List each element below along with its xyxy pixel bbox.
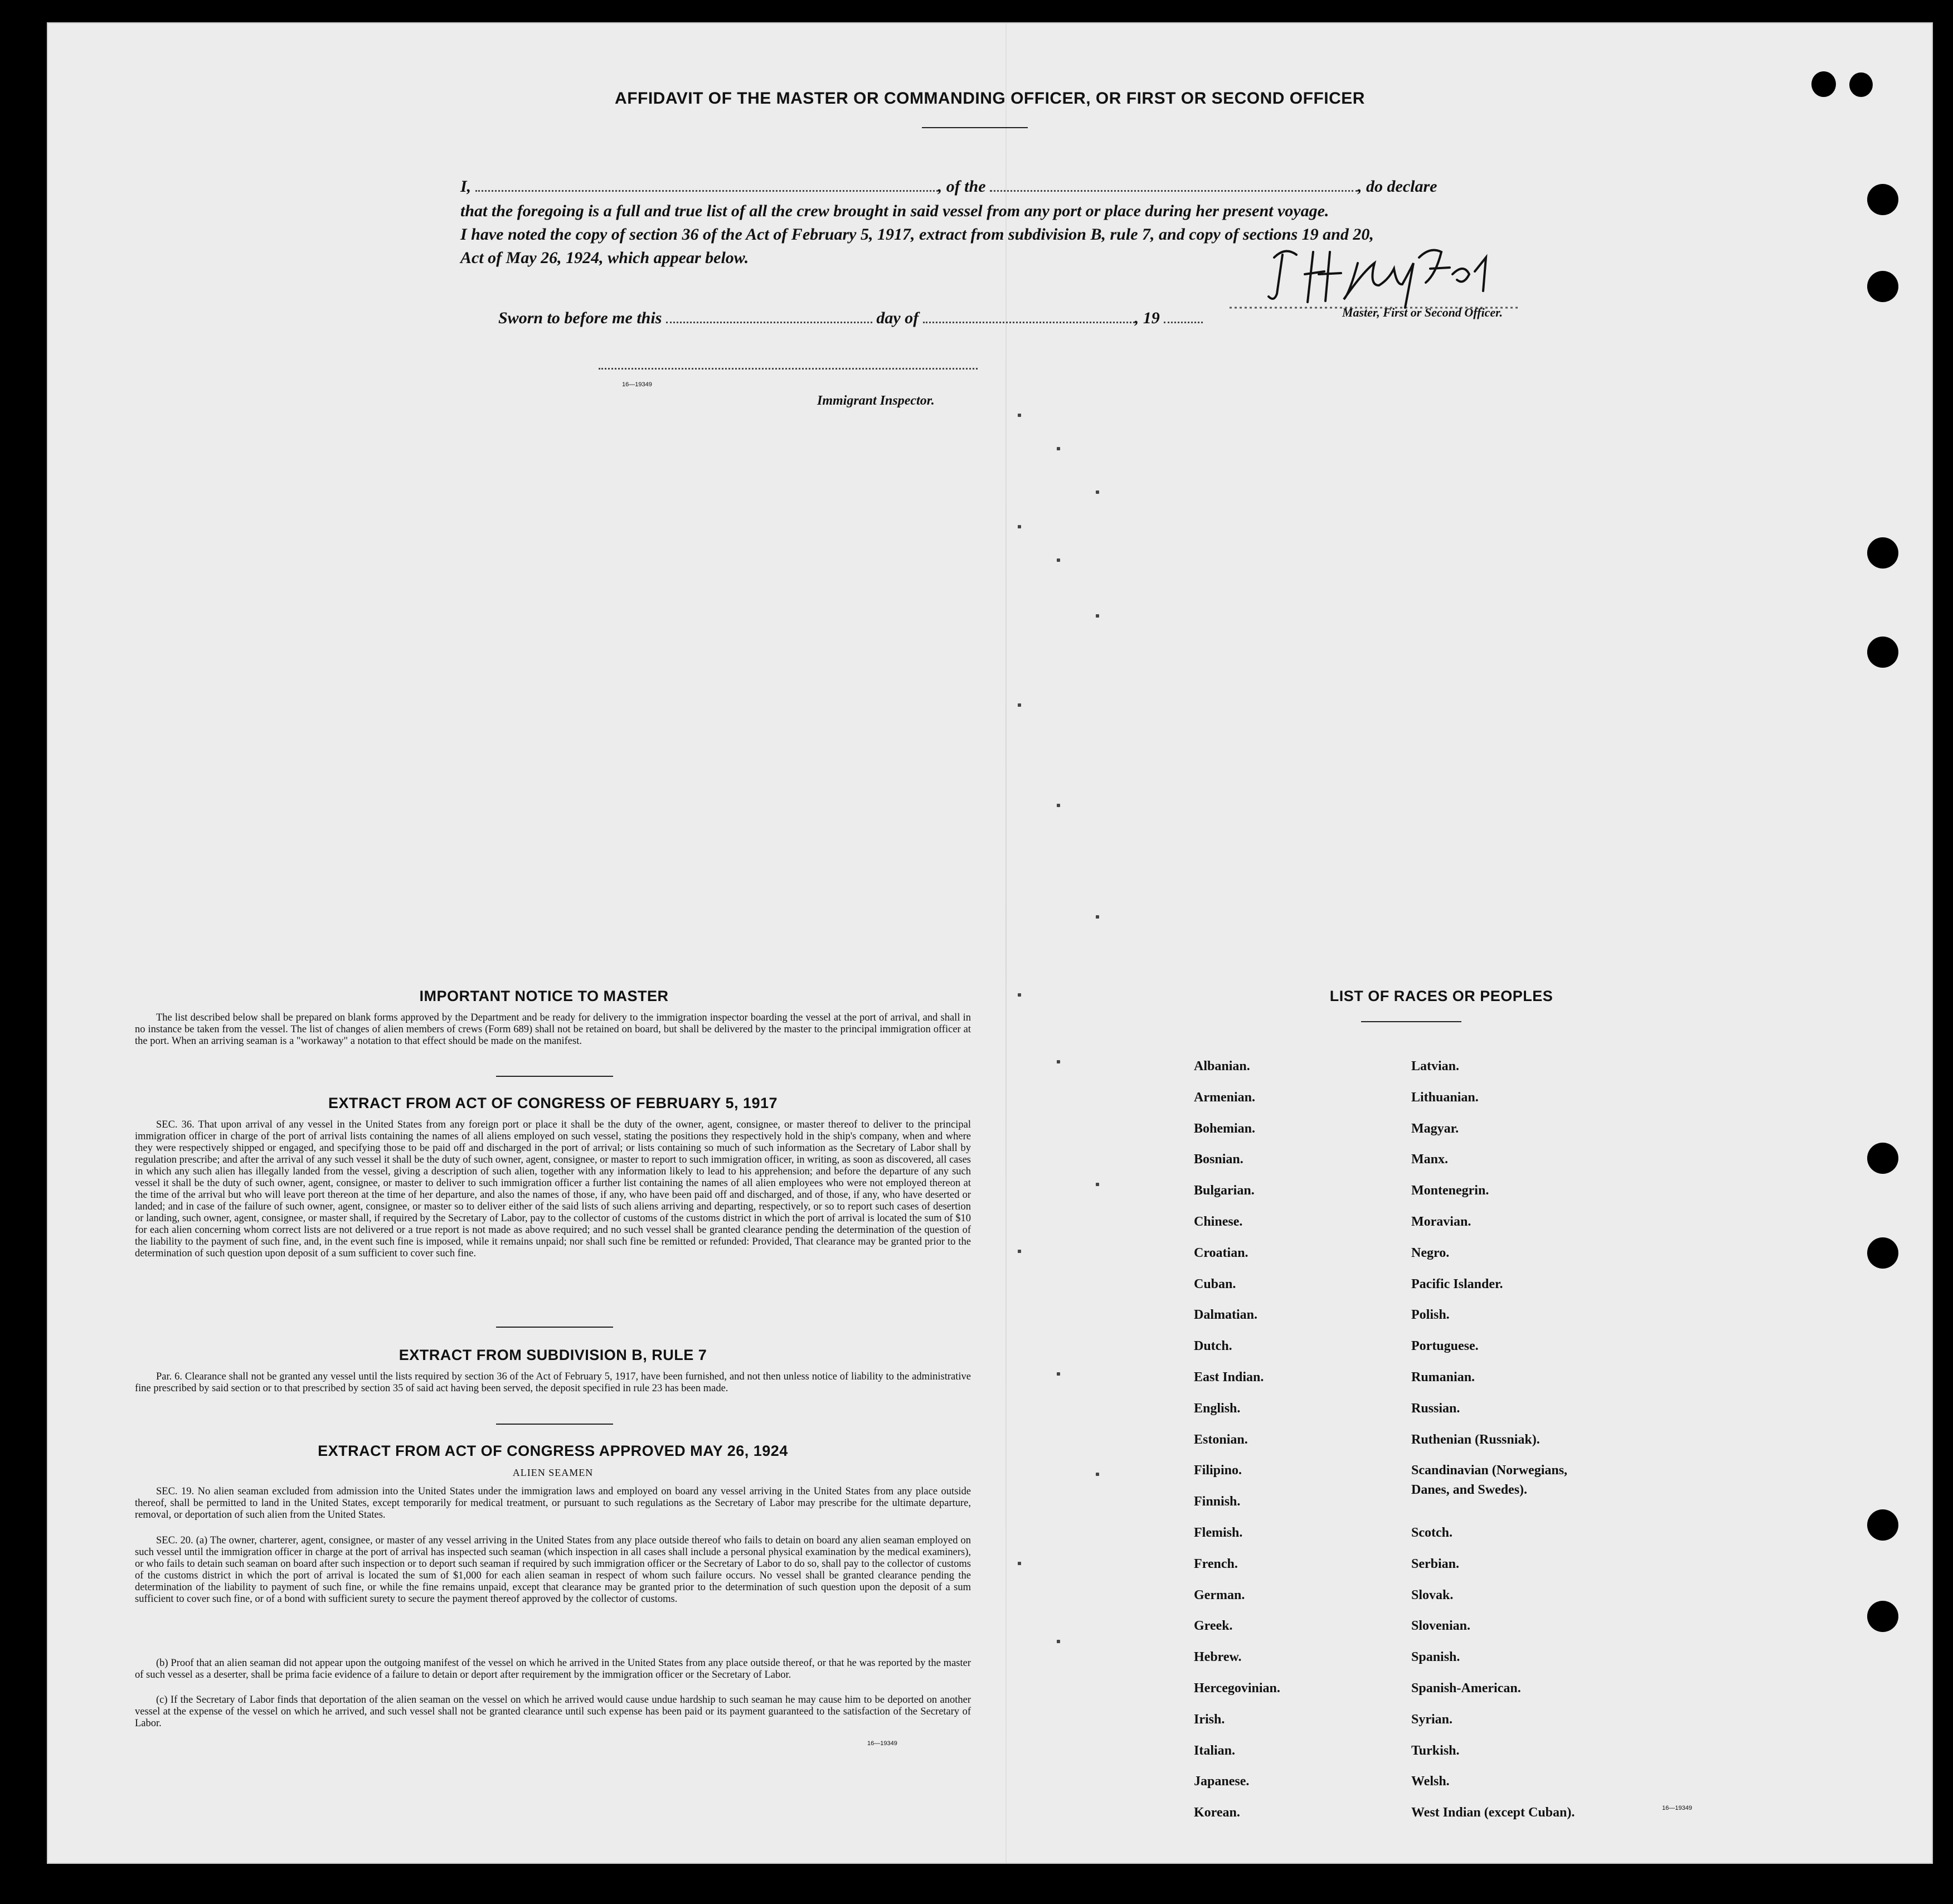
race-item: Latvian.: [1411, 1059, 1460, 1074]
race-item: Japanese.: [1194, 1774, 1250, 1789]
race-item: Negro.: [1411, 1245, 1450, 1260]
affidavit-line-2: that the foregoing is a full and true list of all the crew brought in said vessel from any port or place during her present voyage.: [460, 202, 1329, 220]
form-number-top: 16—19349: [622, 381, 652, 388]
scan-speck: [1018, 414, 1021, 417]
punch-hole: [1867, 1143, 1898, 1174]
race-item: German.: [1194, 1587, 1245, 1602]
sworn-day-of: day of: [876, 309, 919, 327]
vessel-blank: [990, 179, 1358, 192]
punch-hole: [1867, 537, 1898, 569]
race-item: Bosnian.: [1194, 1152, 1243, 1167]
form-number-bottom-right: 16—19349: [1662, 1805, 1692, 1811]
alien-seamen-subtitle: ALIEN SEAMEN: [512, 1467, 594, 1478]
punch-hole: [1867, 637, 1898, 668]
affidavit-line-4: Act of May 26, 1924, which appear below.: [460, 249, 749, 267]
scan-speck: [1018, 993, 1021, 997]
race-item: Finnish.: [1194, 1494, 1241, 1509]
affidavit-line-1c: , do declare: [1358, 177, 1437, 196]
race-item: Armenian.: [1194, 1090, 1255, 1105]
scan-speck: [1018, 703, 1021, 707]
race-item: Serbian.: [1411, 1556, 1460, 1571]
race-item: Moravian.: [1411, 1215, 1471, 1229]
punch-hole: [1867, 1509, 1898, 1541]
race-item: Slovak.: [1411, 1587, 1454, 1602]
name-blank: [475, 179, 938, 192]
notice-text: The list described below shall be prepared on blank forms approved by the Department and be ready for delivery to the immigration inspector boarding the vessel at the port of arrival, and shall in no instance be taken from the vessel. The list of changes of alien members of crews (Form 689) shall not be retained on board, but shall be delivered by the master to the principal immigration officer at the port. When an arriving seaman is a "workaway" a notation to that effect should be made on the manifest.: [135, 1012, 971, 1047]
notice-rule: [496, 1076, 613, 1077]
title-rule: [922, 127, 1028, 128]
race-item: Montenegrin.: [1411, 1183, 1489, 1198]
affidavit-line-3: I have noted the copy of section 36 of the Act of February 5, 1917, extract from subdivision B, rule 7, and copy of sections 19 and 20,: [460, 225, 1374, 244]
sec20a-text: SEC. 20. (a) The owner, charterer, agent, consignee, or master of any vessel arriving in the United States from any place outside thereof who fails to detain on board any alien seaman employed on such vessel until the immigration officer in charge at the port of arrival has inspected such seaman (which inspection in all cases shall include a personal physical examination by the medical examiners), or who fails to detain such seaman on board after such inspection or to deport such seaman if required by such immigration officer or the Secretary of Labor to do so, shall pay to the collector of customs of the customs district in which the port of arrival is located the sum of $1,000 for each alien seaman in respect of whom such failure occurs. No vessel shall be granted clearance pending the determination of the liability to payment of such fine, or while the fine remains unpaid, except that clearance may be granted prior to the determination of such question upon the deposit of a sum sufficient to cover such fine, or of a bond with sufficient surety to secure the payment thereof approved by the collector of customs.: [135, 1535, 971, 1605]
page-fold: [1005, 23, 1007, 1863]
sec20b-text: (b) Proof that an alien seaman did not appear upon the outgoing manifest of the vessel on which he arrived in the United States from any place outside thereof, or that he was reported by the master of such vessel as a deserter, shall be prima facie evidence of a failure to detain or deport after requirement by the immigration officer or the Secretary of Labor.: [135, 1658, 971, 1680]
race-item: Cuban.: [1194, 1276, 1236, 1291]
extract-1924-title: EXTRACT FROM ACT OF CONGRESS APPROVED MAY 26, 1924: [318, 1442, 788, 1459]
race-item: Filipino.: [1194, 1463, 1242, 1478]
affidavit-title: AFFIDAVIT OF THE MASTER OR COMMANDING OFFICER, OR FIRST OR SECOND OFFICER: [615, 89, 1365, 108]
document-sheet: [47, 22, 1933, 1864]
scan-speck: [1018, 525, 1021, 528]
sworn-text: Sworn to before me this: [498, 309, 662, 327]
races-title: LIST OF RACES OR PEOPLES: [1329, 988, 1553, 1004]
race-item: English.: [1194, 1401, 1241, 1416]
race-item: Hercegovinian.: [1194, 1681, 1280, 1696]
notice-title: IMPORTANT NOTICE TO MASTER: [419, 988, 669, 1004]
month-blank: [923, 310, 1135, 323]
race-item: Spanish-American.: [1411, 1681, 1521, 1696]
race-item: Scotch.: [1411, 1526, 1452, 1540]
race-item: Polish.: [1411, 1308, 1450, 1323]
race-item: Welsh.: [1411, 1774, 1450, 1789]
race-item: West Indian (except Cuban).: [1411, 1805, 1575, 1820]
race-item: Dalmatian.: [1194, 1308, 1257, 1323]
race-item: East Indian.: [1194, 1370, 1264, 1385]
scan-speck: [1057, 1640, 1060, 1643]
race-item: Flemish.: [1194, 1526, 1243, 1540]
race-item: Magyar.: [1411, 1121, 1459, 1136]
race-scandinavian-line2: Danes, and Swedes).: [1411, 1483, 1528, 1497]
race-item: Korean.: [1194, 1805, 1240, 1820]
scan-speck: [1096, 614, 1099, 618]
extract-1917-rule: [496, 1327, 613, 1328]
inspector-label: Immigrant Inspector.: [817, 394, 935, 408]
race-item: Hebrew.: [1194, 1650, 1242, 1665]
race-item: Scandinavian (Norwegians,: [1411, 1463, 1568, 1478]
scan-speck: [1096, 915, 1099, 919]
race-item: Syrian.: [1411, 1712, 1453, 1727]
punch-hole: [1867, 184, 1898, 215]
sec20c-text: (c) If the Secretary of Labor finds that deportation of the alien seaman on the vessel on which he arrived would cause undue hardship to such seaman he may cause him to be deported on another vessel at the expense of the vessel on which he arrived, and such vessel shall not be granted clearance until such expense has been paid or its payment guaranteed to the satisfaction of the Secretary of Labor.: [135, 1694, 971, 1729]
race-item: French.: [1194, 1556, 1238, 1571]
scan-speck: [1096, 1473, 1099, 1476]
sworn-line: [498, 309, 1613, 328]
affidavit-line-1b: , of the: [937, 177, 986, 196]
scan-speck: [1057, 804, 1060, 807]
punch-hole: [1867, 1601, 1898, 1632]
rule7-title: EXTRACT FROM SUBDIVISION B, RULE 7: [399, 1347, 707, 1363]
scan-speck: [1018, 1562, 1021, 1565]
race-item: Albanian.: [1194, 1059, 1250, 1074]
affidavit-line-1: [460, 177, 1575, 196]
punch-hole: [1867, 1237, 1898, 1269]
scan-speck: [1057, 1372, 1060, 1376]
race-item: Portuguese.: [1411, 1339, 1479, 1354]
race-item: Italian.: [1194, 1743, 1236, 1758]
scan-speck: [1057, 558, 1060, 562]
sworn-year: , 19: [1134, 309, 1160, 327]
race-item: Dutch.: [1194, 1339, 1232, 1354]
race-item: Ruthenian (Russniak).: [1411, 1432, 1540, 1447]
race-item: Manx.: [1411, 1152, 1448, 1167]
race-item: Pacific Islander.: [1411, 1276, 1503, 1291]
race-item: Lithuanian.: [1411, 1090, 1479, 1105]
day-blank: [666, 310, 872, 323]
rule7-rule: [496, 1424, 613, 1425]
inspector-blank: [599, 368, 978, 370]
scan-speck: [1018, 1250, 1021, 1253]
affidavit-line-1a: I,: [460, 177, 472, 196]
scan-speck: [1096, 490, 1099, 494]
race-item: Russian.: [1411, 1401, 1460, 1416]
races-rule: [1361, 1021, 1461, 1022]
race-item: Bohemian.: [1194, 1121, 1256, 1136]
sec19-text: SEC. 19. No alien seaman excluded from admission into the United States under the immigration laws and employed on board any vessel arriving in the United States from any place outside thereof, shall be permitted to land in the United States, except temporarily for medical treatment, or pursuant to such regulations as the Secretary of Labor may prescribe for the ultimate departure, removal, or deportation of such alien from the United States.: [135, 1486, 971, 1521]
race-item: Croatian.: [1194, 1245, 1248, 1260]
scan-speck: [1057, 1060, 1060, 1063]
year-blank: [1164, 310, 1203, 323]
race-item: Chinese.: [1194, 1215, 1243, 1229]
punch-hole: [1849, 72, 1873, 97]
scan-speck: [1096, 1183, 1099, 1186]
race-item: Turkish.: [1411, 1743, 1460, 1758]
race-item: Estonian.: [1194, 1432, 1248, 1447]
race-item: Irish.: [1194, 1712, 1225, 1727]
signature-label: Master, First or Second Officer.: [1342, 305, 1503, 319]
punch-hole: [1811, 71, 1836, 97]
rule7-text: Par. 6. Clearance shall not be granted any vessel until the lists required by section 36 of the Act of February 5, 1917, have been furnished, and not then unless notice of liability to the administrative fine prescribed by said section or to that prescribed by section 35 of said act having been served, the deposit specified in rule 23 has been made.: [135, 1371, 971, 1394]
form-number-bottom-left: 16—19349: [867, 1740, 897, 1747]
punch-hole: [1867, 271, 1898, 302]
race-item: Slovenian.: [1411, 1619, 1471, 1634]
extract-1917-text: SEC. 36. That upon arrival of any vessel in the United States from any foreign port or place it shall be the duty of the owner, agent, consignee, or master thereof to deliver to the principal immigration officer in charge of the port of arrival lists containing the names of all aliens employed on such vessel, stating the positions they respectively hold in the ship's company, when and where they were respectively shipped or engaged, and specifying those to be paid off and discharged in the port of arrival; or lists containing so much of such information as the Secretary of Labor shall by regulation prescribe; and after the arrival of any such vessel it shall be the duty of such owner, agent, consignee, or master to report to such immigration officer, in writing, as soon as discovered, all cases in which any such alien has illegally landed from the vessel, giving a description of such alien, together with any information likely to lead to his apprehension; and before the departure of any such vessel it shall be the duty of such owner, agent, consignee, or master to deliver to such immigration officer a further list containing the names of all alien employees who were not employed thereon at the time of the arrival but who will leave port thereon at the time of her departure, and also the names of those, if any, who have been paid off and discharged, and of those, if any, who have deserted or landed; and in case of the failure of such owner, agent, consignee, or master so to deliver either of the said lists of such aliens arriving and departing, respectively, or so to report such cases of desertion or landing, such owner, agent, consignee, or master shall, if required by the Secretary of Labor, pay to the collector of customs of the customs district in which the port of arrival is located the sum of $10 for each alien concerning whom correct lists are not delivered or a true report is not made as above required; and no such vessel shall be granted clearance pending the determination of the question of the liability to the payment of such fine, and, in the event such fine is imposed, while it remains unpaid; nor shall such fine be remitted or refunded: Provided, That clearance may be granted prior to the determination of such question upon deposit of a sum sufficient to cover such fine.: [135, 1119, 971, 1259]
scan-speck: [1057, 447, 1060, 450]
race-item: Greek.: [1194, 1619, 1233, 1634]
extract-1917-title: EXTRACT FROM ACT OF CONGRESS OF FEBRUARY 5, 1917: [328, 1095, 778, 1111]
race-item: Bulgarian.: [1194, 1183, 1255, 1198]
race-item: Spanish.: [1411, 1650, 1460, 1665]
race-item: Rumanian.: [1411, 1370, 1475, 1385]
